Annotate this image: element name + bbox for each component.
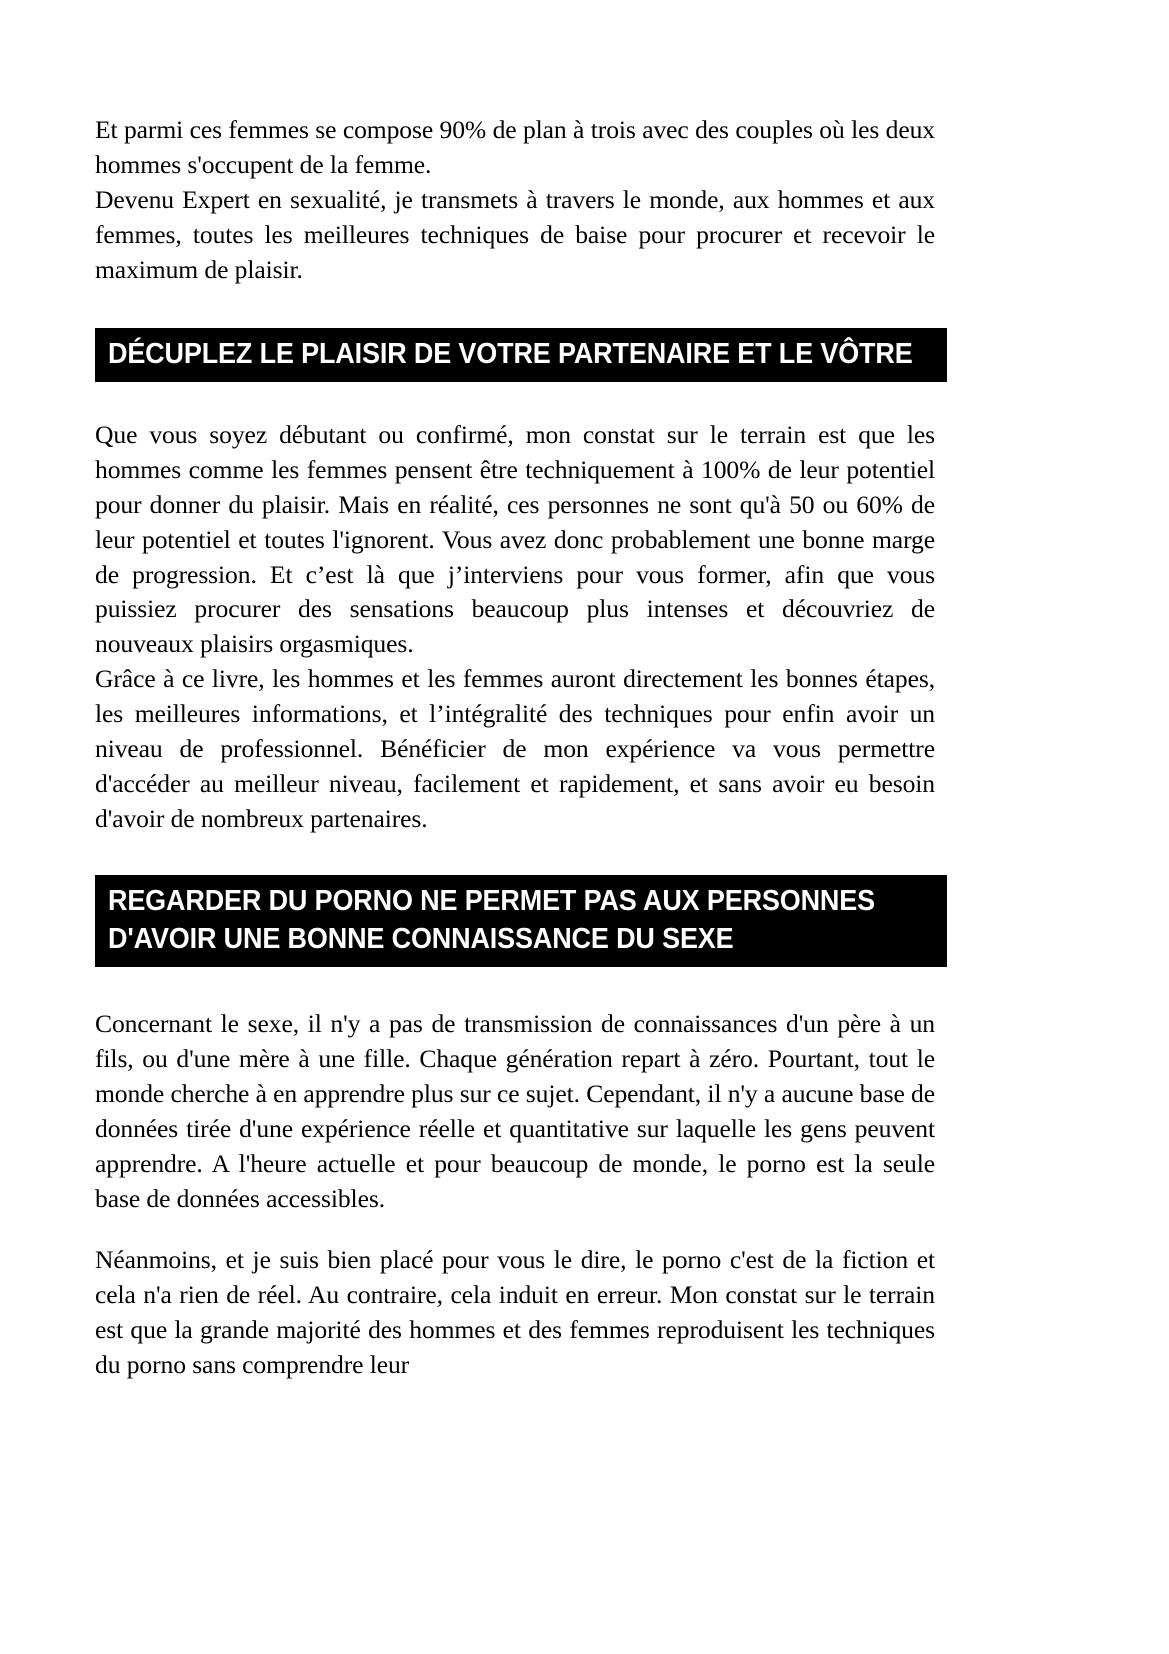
section-2-paragraph-2: Néanmoins, et je suis bien placé pour vous le dire, le porno c'est de la fiction et cela n'a rien de réel. Au contraire, cela induit en erreur. Mon constat sur le terrain est que la grande majorité des hommes et des femmes reproduisent les techniques du porno sans comprendre leur — [95, 1245, 935, 1379]
section-heading-banner-2 — [95, 875, 947, 968]
page-content — [95, 113, 935, 1383]
intro-paragraph-1: Et parmi ces femmes se compose 90% de plan à trois avec des couples où les deux hommes s'occupent de la femme. — [95, 115, 935, 179]
intro-paragraph-2: Devenu Expert en sexualité, je transmets à travers le monde, aux hommes et aux femmes, toutes les meilleures techniques de baise pour procurer et recevoir le maximum de plaisir. — [95, 184, 935, 284]
section-heading-1-line-1: DÉCUPLEZ LE PLAISIR DE VOTRE PARTENAIRE ET LE VÔTRE — [108, 337, 913, 370]
section-heading-2-line-1: REGARDER DU PORNO NE PERMET PAS AUX PERSONNES — [108, 884, 875, 917]
section-2-paragraph-1: Concernant le sexe, il n'y a pas de transmission de connaissances d'un père à un fils, ou d'une mère à une fille. Chaque génération repart à zéro. Pourtant, tout le monde cherche à en apprendre plus sur ce sujet. Cependant, il n'y a aucune base de données tirée d'une expérience réelle et quantitative sur laquelle les gens peuvent apprendre. A l'heure actuelle et pour beaucoup de monde, le porno est la seule base de données accessibles. — [95, 1009, 935, 1214]
section-1-paragraph-1: Que vous soyez débutant ou confirmé, mon constat sur le terrain est que les hommes comme les femmes pensent être techniquement à 100% de leur potentiel pour donner du plaisir. Mais en réalité, ces personnes ne sont qu'à 50 ou 60% de leur potentiel et toutes l'ignorent. Vous avez donc probablement une bonne marge de progression. Et c’est là que j’interviens pour vous former, afin que vous puissiez procurer des sensations beaucoup plus intenses et découvriez de nouveaux plaisirs orgasmiques. — [95, 419, 935, 659]
section-1-paragraph-2: Grâce à ce livre, les hommes et les femmes auront directement les bonnes étapes, les meilleures informations, et l’intégralité des techniques pour enfin avoir un niveau de professionnel. Bénéficier de mon expérience va vous permettre d'accéder au meilleur niveau, facilement et rapidement, et sans avoir eu besoin d'avoir de nombreux partenaires. — [95, 664, 935, 834]
spacer — [95, 288, 935, 328]
section-heading-banner-1 — [95, 328, 947, 382]
paragraph-gap — [95, 1217, 935, 1243]
spacer — [95, 382, 935, 418]
spacer — [95, 967, 935, 1007]
spacer — [95, 837, 935, 875]
section-heading-2-line-2: D'AVOIR UNE BONNE CONNAISSANCE DU SEXE — [108, 923, 734, 956]
